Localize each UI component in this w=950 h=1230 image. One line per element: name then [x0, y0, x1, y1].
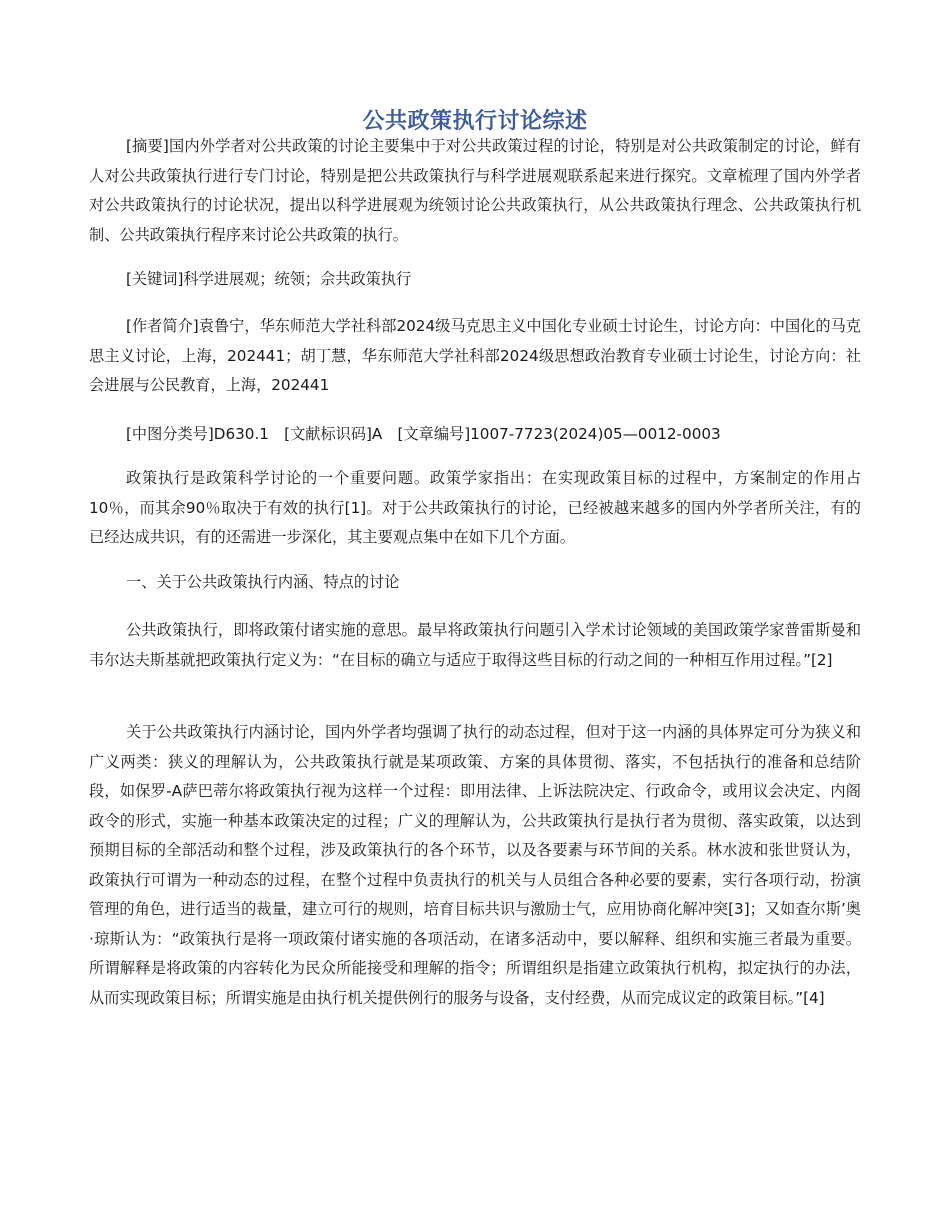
author-info-paragraph: [作者简介]袁鲁宁，华东师范大学社科部2024级马克思主义中国化专业硕士讨论生，讨论方向：中国化的马克思主义讨论，上海，202441；胡丁慧，华东师范大学社科部2024级思想政治教育专业硕士讨论生，讨论方向：社会进展与公民教育，上海，202441: [89, 317, 861, 394]
definition-paragraph: 公共政策执行，即将政策付诸实施的意思。最早将政策执行问题引入学术讨论领域的美国政策学家普雷斯曼和韦尔达夫斯基就把政策执行定义为：“在目标的确立与适应于取得这些目标的行动之间的一种相互作用过程。”[2]: [89, 621, 861, 669]
intro-paragraph: 政策执行是政策科学讨论的一个重要问题。政策学家指出：在实现政策目标的过程中，方案制定的作用占10％，而其余90％取决于有效的执行[1]。对于公共政策执行的讨论，已经被越来越多的国内外学者所关注，有的已经达成共识，有的还需进一步深化，其主要观点集中在如下几个方面。: [89, 469, 861, 546]
keywords-paragraph: [关键词]科学进展观；统领；佘共政策执行: [126, 270, 412, 288]
document-title: 公共政策执行讨论综述: [362, 109, 588, 134]
classification-paragraph: [中图分类号]D630.1 [文献标识码]A [文章编号]1007-7723(2024)05—0012-0003: [126, 425, 721, 443]
connotation-paragraph: 关于公共政策执行内涵讨论，国内外学者均强调了执行的动态过程，但对于这一内涵的具体界定可分为狭义和广义两类：狭义的理解认为，公共政策执行就是某项政策、方案的具体贯彻、落实，不包括执行的准备和总结阶段，如保罗-A萨巴蒂尔将政策执行视为这样一个过程：即用法律、上诉法院决定、行政命令，或用议会决定、内阁政令的形式，实施一种基本政策决定的过程；广义的理解认为，公共政策执行是执行者为贯彻、落实政策，以达到预期目标的全部活动和整个过程，涉及政策执行的各个环节，以及各要素与环节间的关系。林水波和张世贤认为，政策执行可谓为一种动态的过程，在整个过程中负责执行的机关与人员组合各种必要的要素，实行各项行动，扮演管理的角色，进行适当的裁量，建立可行的规则，培育目标共识与激励士气，应用协商化解冲突[3]；又如查尔斯’奥·琼斯认为：“政策执行是将一项政策付诸实施的各项活动，在诸多活动中，要以解释、组织和实施三者最为重要。所谓解释是将政策的内容转化为民众所能接受和理解的指令；所谓组织是指建立政策执行机构，拟定执行的办法，从而实现政策目标；所谓实施是由执行机关提供例行的服务与设备，支付经费，从而完成议定的政策目标。”[4]: [89, 723, 861, 1007]
abstract-paragraph: [摘要]国内外学者对公共政策的讨论主要集中于对公共政策过程的讨论，特别是对公共政策制定的讨论，鲜有人对公共政策执行进行专门讨论，特别是把公共政策执行与科学进展观联系起来进行探究。文章梳理了国内外学者对公共政策执行的讨论状况，提出以科学进展观为统领讨论公共政策执行，从公共政策执行理念、公共政策执行机制、公共政策执行程序来讨论公共政策的执行。: [89, 137, 861, 244]
section-heading: 一、关于公共政策执行内涵、特点的讨论: [126, 573, 400, 591]
